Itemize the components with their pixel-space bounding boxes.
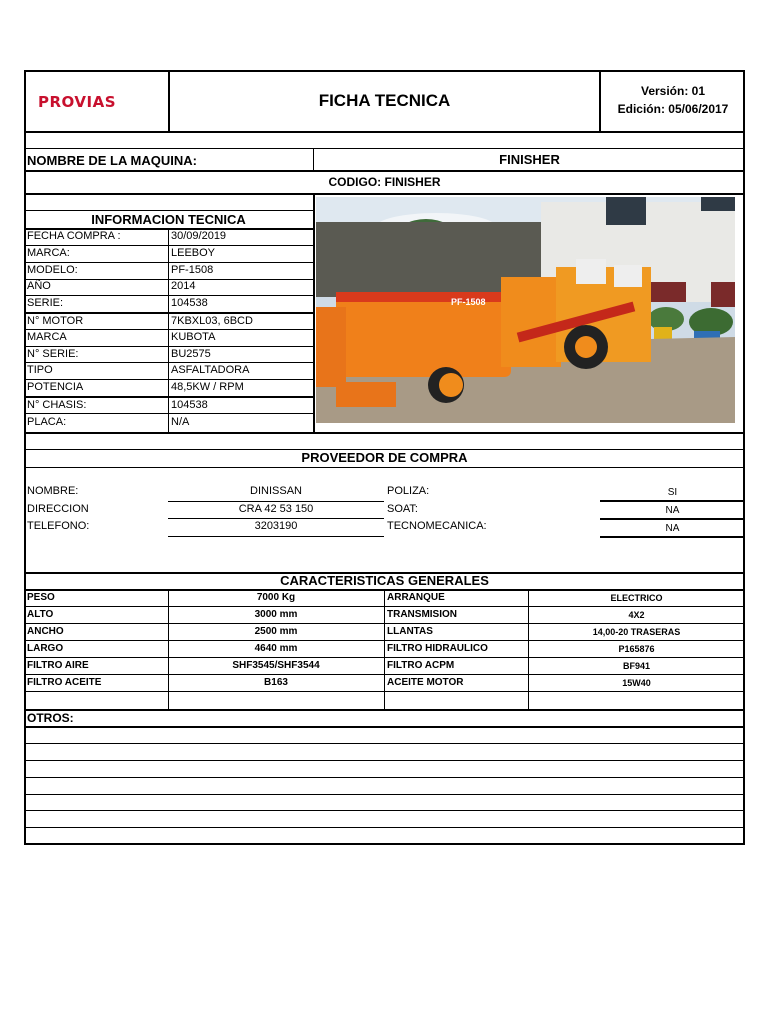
info-label: N° CHASIS: — [27, 399, 87, 411]
divider — [168, 536, 384, 537]
proveedor-label: SOAT: — [387, 503, 418, 515]
divider — [24, 362, 313, 363]
divider — [24, 606, 745, 607]
divider — [24, 329, 313, 330]
info-label: MARCA: — [27, 247, 70, 259]
version-label: Versión: 01 — [640, 84, 706, 98]
info-label: N° SERIE: — [27, 348, 79, 360]
info-value: BU2575 — [171, 348, 211, 360]
proveedor-label: TELEFONO: — [27, 520, 90, 532]
machine-name-label: NOMBRE DE LA MAQUINA: — [27, 153, 197, 168]
proveedor-value: 3203190 — [254, 520, 298, 532]
divider — [168, 518, 384, 519]
divider — [24, 810, 745, 811]
info-label: FECHA COMPRA : — [27, 230, 121, 242]
caract-value: B163 — [264, 677, 288, 688]
divider — [313, 193, 315, 432]
proveedor-value: SI — [667, 487, 678, 498]
divider — [168, 228, 169, 432]
info-label: MARCA — [27, 331, 67, 343]
machine-photo — [316, 197, 735, 423]
caract-label: ARRANQUE — [387, 592, 445, 603]
caract-value: 2500 mm — [254, 626, 298, 637]
caract-label: ANCHO — [27, 626, 64, 637]
divider — [24, 262, 313, 263]
divider — [24, 760, 745, 761]
divider — [24, 827, 745, 828]
info-tecnica-title: INFORMACION TECNICA — [91, 212, 246, 227]
caract-value: 7000 Kg — [256, 592, 296, 603]
provias-logo — [38, 93, 116, 111]
info-value: N/A — [171, 416, 190, 428]
info-value: PF-1508 — [171, 264, 214, 276]
divider — [24, 623, 745, 624]
divider — [24, 743, 745, 744]
machine-name-value: FINISHER — [499, 152, 560, 167]
info-value: 104538 — [171, 297, 208, 309]
proveedor-label: DIRECCION — [27, 503, 89, 515]
divider — [24, 170, 745, 172]
info-label: PLACA: — [27, 416, 67, 428]
caract-value: 4X2 — [628, 610, 645, 620]
proveedor-value: NA — [665, 505, 680, 516]
caract-value: BF941 — [622, 661, 650, 671]
divider — [24, 295, 313, 296]
divider — [24, 346, 313, 347]
divider — [24, 467, 745, 468]
machine-model-decal: PF-1508 — [451, 297, 486, 307]
info-value: 7KBXL03, 6BCD — [171, 315, 253, 327]
info-label: SERIE: — [27, 297, 64, 309]
machine-photo-illustration — [316, 197, 735, 423]
divider — [24, 193, 745, 195]
divider — [24, 726, 745, 728]
edition-label: Edición: 05/06/2017 — [617, 102, 729, 116]
divider — [24, 709, 745, 711]
divider — [24, 794, 745, 795]
info-value: KUBOTA — [171, 331, 216, 343]
divider — [24, 674, 745, 675]
divider — [24, 691, 745, 692]
caract-value: P165876 — [618, 644, 655, 654]
proveedor-label: NOMBRE: — [27, 485, 79, 497]
info-label: MODELO: — [27, 264, 78, 276]
divider — [24, 657, 745, 658]
machine-code: CODIGO: FINISHER — [328, 175, 441, 189]
caract-value: 4640 mm — [254, 643, 298, 654]
divider — [24, 312, 313, 314]
header-bottom-line — [24, 131, 745, 133]
logo-text: PROVIAS — [38, 93, 116, 111]
info-label: POTENCIA — [27, 381, 84, 393]
caract-value: 14,00-20 TRASERAS — [592, 627, 681, 637]
caract-value: 3000 mm — [254, 609, 298, 620]
proveedor-value: DINISSAN — [250, 485, 302, 497]
caract-label: FILTRO HIDRAULICO — [387, 643, 488, 654]
proveedor-label: POLIZA: — [387, 485, 430, 497]
caract-label: LLANTAS — [387, 626, 433, 637]
info-value: 2014 — [171, 280, 196, 292]
caract-label: ACEITE MOTOR — [387, 677, 464, 688]
divider — [600, 518, 745, 520]
divider — [24, 396, 313, 398]
divider — [168, 501, 384, 502]
info-label: TIPO — [27, 364, 53, 376]
otros-label: OTROS: — [27, 711, 74, 725]
header-divider-2 — [599, 70, 601, 132]
divider — [24, 432, 745, 434]
caract-label: FILTRO AIRE — [27, 660, 89, 671]
info-label: AÑO — [27, 280, 51, 292]
info-label: N° MOTOR — [27, 315, 84, 327]
divider — [24, 245, 313, 246]
caract-value: ELECTRICO — [610, 593, 663, 603]
info-value: 48,5KW / RPM — [171, 381, 244, 393]
divider — [24, 777, 745, 778]
info-value: ASFALTADORA — [171, 364, 250, 376]
divider — [24, 379, 313, 380]
divider — [600, 536, 745, 538]
divider — [600, 500, 745, 502]
divider — [24, 148, 745, 149]
caract-label: FILTRO ACPM — [387, 660, 455, 671]
divider — [24, 413, 313, 414]
divider — [24, 210, 313, 211]
proveedor-value: CRA 42 53 150 — [238, 503, 314, 515]
caracteristicas-title: CARACTERISTICAS GENERALES — [280, 573, 489, 588]
proveedor-title: PROVEEDOR DE COMPRA — [301, 450, 468, 465]
info-value: LEEBOY — [171, 247, 216, 259]
divider — [24, 279, 313, 280]
caract-value: 15W40 — [622, 678, 651, 688]
proveedor-value: NA — [665, 523, 680, 534]
caract-label: FILTRO ACEITE — [27, 677, 102, 688]
proveedor-label: TECNOMECANICA: — [387, 520, 487, 532]
caract-label: TRANSMISION — [387, 609, 457, 620]
caract-label: LARGO — [27, 643, 64, 654]
page-title: FICHA TECNICA — [318, 91, 451, 110]
caract-label: ALTO — [27, 609, 54, 620]
info-value: 30/09/2019 — [171, 230, 227, 242]
caract-value: SHF3545/SHF3544 — [232, 660, 320, 671]
caract-label: PESO — [27, 592, 55, 603]
info-value: 104538 — [171, 399, 208, 411]
divider — [24, 640, 745, 641]
